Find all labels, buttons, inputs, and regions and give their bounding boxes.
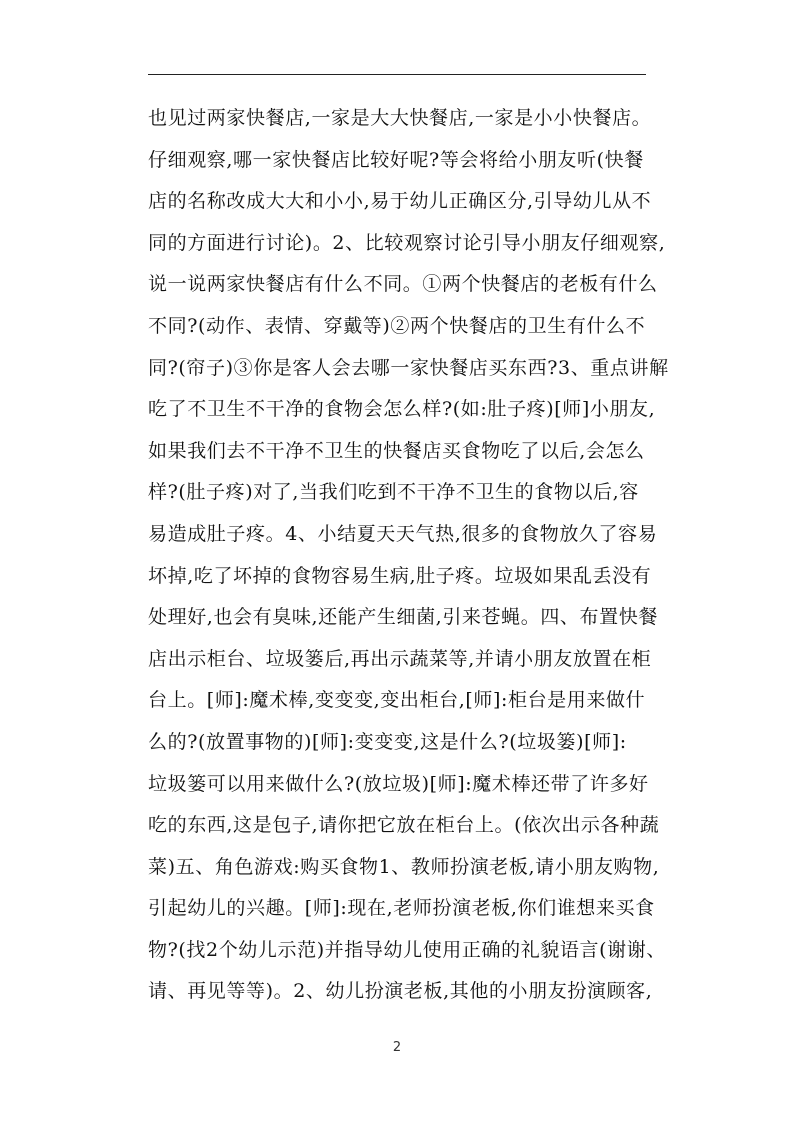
text-line: 不同?(动作、表情、穿戴等)②两个快餐店的卫生有什么不 [148,314,646,337]
text-line: 店的名称改成大大和小小,易于幼儿正确区分,引导幼儿从不 [148,190,652,213]
text-line: 同的方面进行讨论)。2、比较观察讨论引导小朋友仔细观察, [148,231,666,254]
page-number: 2 [392,1040,402,1055]
text-line: 样?(肚子疼)对了,当我们吃到不干净不卫生的食物以后,容 [148,481,639,504]
text-line: 坏掉,吃了坏掉的食物容易生病,肚子疼。垃圾如果乱丢没有 [148,564,652,587]
text-line: 引起幼儿的兴趣。[师]:现在,老师扮演老板,你们谁想来买食 [148,897,655,920]
text-line: 如果我们去不干净不卫生的快餐店买食物吃了以后,会怎么 [148,439,645,462]
text-line: 菜)五、角色游戏:购买食物1、教师扮演老板,请小朋友购物, [148,855,660,878]
text-line: 吃了不卫生不干净的食物会怎么样?(如:肚子疼)[师]小朋友, [148,398,656,421]
text-line: 同?(帘子)③你是客人会去哪一家快餐店买东西?3、重点讲解 [148,356,669,379]
text-line: 请、再见等等)。2、幼儿扮演老板,其他的小朋友扮演顾客, [148,980,653,1003]
text-line: 仔细观察,哪一家快餐店比较好呢?等会将给小朋友听(快餐 [148,148,644,171]
header-rule [148,74,646,75]
text-line: 垃圾篓可以用来做什么?(放垃圾)[师]:魔术棒还带了许多好 [148,772,649,795]
text-line: 么的?(放置事物的)[师]:变变变,这是什么?(垃圾篓)[师]: [148,730,627,753]
text-line: 物?(找2个幼儿示范)并指导幼儿使用正确的礼貌语言(谢谢、 [148,938,666,961]
text-line: 易造成肚子疼。4、小结夏天天气热,很多的食物放久了容易 [148,522,658,545]
text-line: 处理好,也会有臭味,还能产生细菌,引来苍蝇。四、布置快餐 [148,606,658,629]
text-line: 吃的东西,这是包子,请你把它放在柜台上。(依次出示各种蔬 [148,814,660,837]
text-line: 说一说两家快餐店有什么不同。①两个快餐店的老板有什么 [148,273,658,296]
text-line: 店出示柜台、垃圾篓后,再出示蔬菜等,并请小朋友放置在柜 [148,647,652,670]
text-line: 台上。[师]:魔术棒,变变变,变出柜台,[师]:柜台是用来做什 [148,689,646,712]
text-line: 也见过两家快餐店,一家是大大快餐店,一家是小小快餐店。 [148,107,652,129]
document-body [148,98,668,1013]
